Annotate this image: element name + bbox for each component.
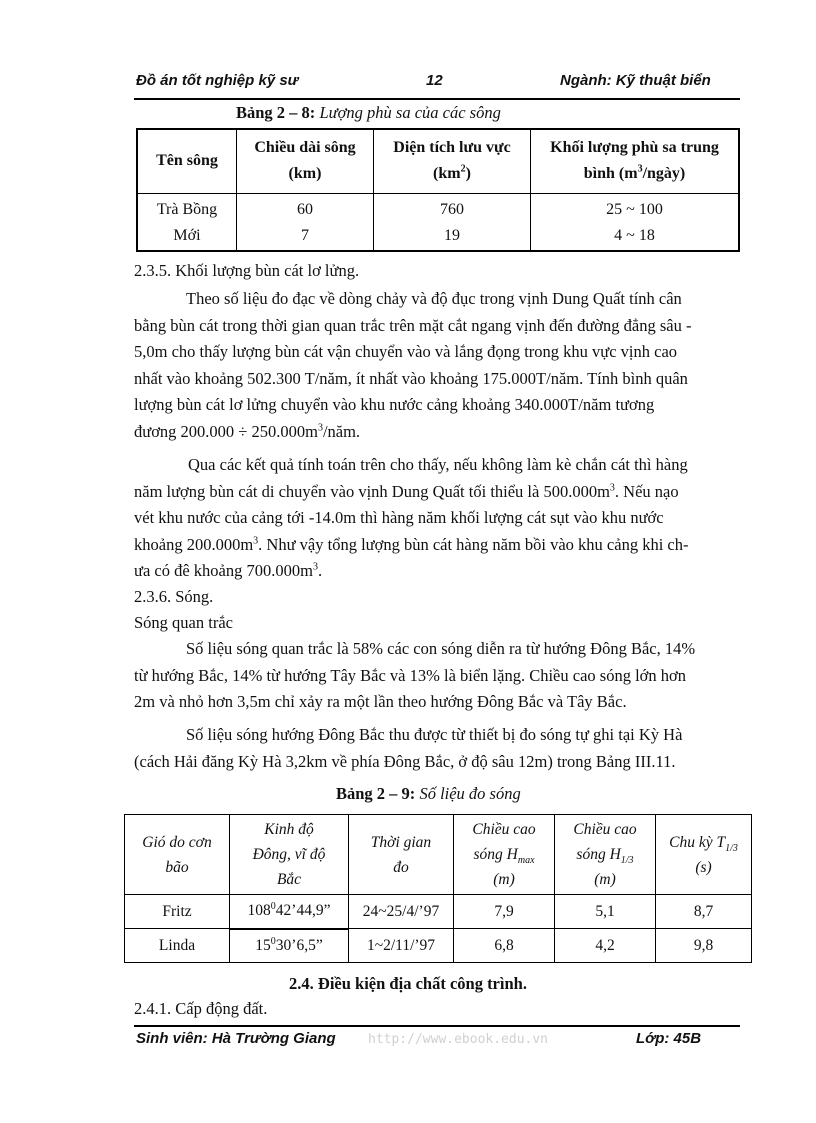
superscript: 0	[270, 935, 276, 947]
paragraph-sediment-2	[134, 452, 740, 585]
table2-cell: 5,1	[555, 895, 656, 929]
table2-cell: 9,8	[656, 929, 752, 963]
table2-h-storm	[125, 815, 230, 895]
table1-h-sediment-sup: 3	[637, 163, 643, 175]
table2-cell	[230, 895, 349, 929]
table2-cell: 4,2	[555, 929, 656, 963]
text-fragment: năm lượng bùn cát di chuyển vào vịnh Dung Quất tối thiểu là 500.000m	[134, 481, 610, 501]
table-row	[125, 895, 752, 929]
table1-h-area	[374, 129, 531, 193]
table1-cell: 7	[237, 221, 374, 251]
table1-cell: 4 ~ 18	[614, 226, 655, 244]
superscript: 0	[270, 901, 276, 913]
table-row	[137, 193, 739, 221]
table2-cell: Fritz	[125, 895, 230, 929]
table1-h-area-a: Diện tích lưu vực	[393, 139, 511, 157]
table2	[124, 814, 752, 963]
header-text: Kinh độ	[264, 821, 314, 838]
table1-h-area-b: (km	[433, 165, 461, 183]
header-text: Bắc	[276, 871, 302, 888]
text-fragment: . Nếu nạo	[614, 481, 679, 501]
text-line: Theo số liệu đo đạc về dòng chảy và độ đục trong vịnh Dung Quất tính cân	[186, 289, 682, 308]
subscript: 1/3	[620, 855, 634, 867]
text-line: bằng bùn cát trong thời gian quan trắc trên mặt cắt ngang vịnh đến đường đẳng sâu -	[134, 315, 692, 335]
header-text: bão	[165, 858, 189, 876]
superscript: 3	[317, 422, 323, 433]
table1-h-area-sup: 2	[460, 163, 466, 175]
table1-caption	[236, 103, 501, 123]
table2-h-time	[349, 815, 454, 895]
table1-cell: Mới	[137, 221, 237, 251]
table1-cell: 760	[374, 193, 531, 221]
section-2-4-1-heading: 2.4.1. Cấp động đất.	[134, 999, 268, 1018]
cell-text: 42’44,9”	[275, 902, 331, 920]
paragraph-waves-1	[134, 636, 740, 716]
footer-student: Sinh viên: Hà Trường Giang	[136, 1030, 336, 1047]
paragraph-sediment-1	[134, 286, 740, 445]
header-left: Đồ án tốt nghiệp kỹ sư	[136, 72, 299, 89]
header-text: Đông, vĩ độ	[252, 846, 326, 863]
subscript: max	[517, 855, 535, 867]
cell-text: 108	[247, 902, 271, 920]
table1-cell: 60	[237, 193, 374, 221]
section-2-3-6-heading: 2.3.6. Sóng.	[134, 587, 214, 606]
table1-h-river: Tên sông	[137, 129, 237, 193]
table2-h-hmax	[454, 815, 555, 895]
cell-text: 15	[255, 936, 271, 954]
text-line: Số liệu sóng quan trắc là 58% các con sóng diễn ra từ hướng Đông Bắc, 14%	[186, 639, 696, 658]
table1-h-sediment-a: Khối lượng phù sa trung	[550, 139, 719, 157]
text-line	[134, 558, 740, 585]
text-line	[134, 419, 740, 446]
table1-cell: 19	[374, 221, 531, 251]
text-fragment: /năm.	[322, 421, 361, 441]
table1-cell: 25 ~ 100	[606, 201, 663, 219]
header-text: (m)	[493, 871, 515, 888]
footer-watermark: http://www.ebook.edu.vn	[368, 1032, 549, 1047]
table2-cell: 1~2/11/’97	[349, 929, 454, 963]
header-text: đo	[393, 858, 409, 876]
table1-h-length-a: Chiều dài sông	[254, 139, 356, 157]
table1-h-sediment-b: bình (m	[583, 165, 638, 183]
header-right: Ngành: Kỹ thuật biển	[560, 72, 711, 89]
text-fragment: đương 200.000 ÷ 250.000m	[134, 421, 318, 441]
table1	[136, 128, 740, 252]
table1-h-area-c: )	[465, 165, 471, 183]
table2-cell: 7,9	[454, 895, 555, 929]
table-row	[125, 929, 752, 963]
subscript: 1/3	[725, 842, 738, 854]
paragraph-waves-2	[134, 722, 740, 775]
table2-header-row	[125, 815, 752, 895]
table1-header-row	[137, 129, 739, 193]
table1-h-length-b: (km)	[288, 165, 322, 183]
header-text: Chiều cao	[573, 821, 637, 838]
table2-cell: 24~25/4/’97	[349, 895, 454, 929]
superscript: 3	[312, 561, 318, 573]
text-line: 5,0m cho thấy lượng bùn cát vận chuyển vào và lắng đọng trong khu vực vịnh cao	[134, 342, 678, 361]
table1-h-sediment	[531, 129, 740, 193]
header-rule	[134, 98, 740, 100]
footer-rule	[134, 1025, 740, 1027]
text-fragment: ưa có đê khoảng 700.000m	[134, 561, 313, 580]
text-fragment: .	[317, 561, 323, 580]
header-text: (s)	[695, 858, 712, 876]
header-text: Chu kỳ T	[669, 833, 726, 851]
section-2-3-5-heading: 2.3.5. Khối lượng bùn cát lơ lửng.	[134, 261, 360, 280]
table2-h-period	[656, 815, 752, 895]
table2-h-h13	[555, 815, 656, 895]
section-2-4-heading: 2.4. Điều kiện địa chất công trình.	[289, 974, 527, 993]
text-line: 2m và nhỏ hơn 3,5m chỉ xảy ra một lần theo hướng Đông Bắc và Tây Bắc.	[134, 692, 627, 711]
text-line: lượng bùn cát lơ lửng chuyển vào khu nước cảng khoảng 340.000T/năm tương	[134, 395, 655, 414]
text-line: Qua các kết quả tính toán trên cho thấy, nếu không làm kè chắn cát thì hàng	[188, 455, 688, 474]
text-fragment: khoảng 200.000m	[134, 534, 254, 554]
table2-caption-title: Số liệu đo sóng	[419, 784, 521, 803]
table2-cell	[230, 929, 349, 963]
table1-cell: Trà Bồng	[137, 193, 237, 221]
table2-cell: 8,7	[656, 895, 752, 929]
text-line: từ hướng Bắc, 14% từ hướng Tây Bắc và 13% là biển lặng. Chiều cao sóng lớn hơn	[134, 665, 686, 685]
table2-cell: 6,8	[454, 929, 555, 963]
header-text: sóng H	[576, 846, 621, 863]
text-line	[134, 532, 740, 559]
table2-caption	[336, 784, 521, 804]
text-line: (cách Hải đăng Kỳ Hà 3,2km về phía Đông Bắc, ở độ sâu 12m) trong Bảng III.11.	[134, 751, 676, 771]
text-line: vét khu nước của cảng tới -14.0m thì hàng năm khối lượng cát sụt vào khu nước	[134, 508, 664, 527]
cell-text: 30’6,5”	[275, 936, 323, 954]
text-fragment: . Như vậy tổng lượng bùn cát hàng năm bồi vào khu cảng khi ch-	[258, 534, 689, 554]
table1-caption-title: Lượng phù sa của các sông	[319, 103, 501, 122]
page-number: 12	[426, 72, 443, 89]
table2-caption-label: Bảng 2 – 9:	[336, 784, 416, 803]
header-text: (m)	[594, 871, 616, 888]
footer-class: Lớp: 45B	[636, 1030, 702, 1047]
section-2-3-6-subheading: Sóng quan trắc	[134, 613, 233, 632]
table1-caption-label: Bảng 2 – 8:	[236, 103, 316, 122]
table-row	[137, 221, 739, 251]
superscript: 3	[253, 535, 259, 546]
table2-cell: Linda	[125, 929, 230, 963]
header-text: sóng H	[473, 846, 518, 863]
table1-h-length	[237, 129, 374, 193]
text-line	[134, 479, 740, 506]
superscript: 3	[609, 482, 615, 493]
header-text: Thời gian	[370, 833, 432, 851]
header-text: Chiều cao	[472, 821, 536, 838]
table1-h-sediment-c: /ngày)	[642, 165, 686, 183]
table2-h-coords	[230, 815, 349, 895]
text-line: Số liệu sóng hướng Đông Bắc thu được từ thiết bị đo sóng tự ghi tại Kỳ Hà	[186, 725, 683, 744]
header-text: Gió do cơn	[142, 833, 212, 851]
text-line: nhất vào khoảng 502.300 T/năm, ít nhất vào khoảng 175.000T/năm. Tính bình quân	[134, 368, 688, 388]
